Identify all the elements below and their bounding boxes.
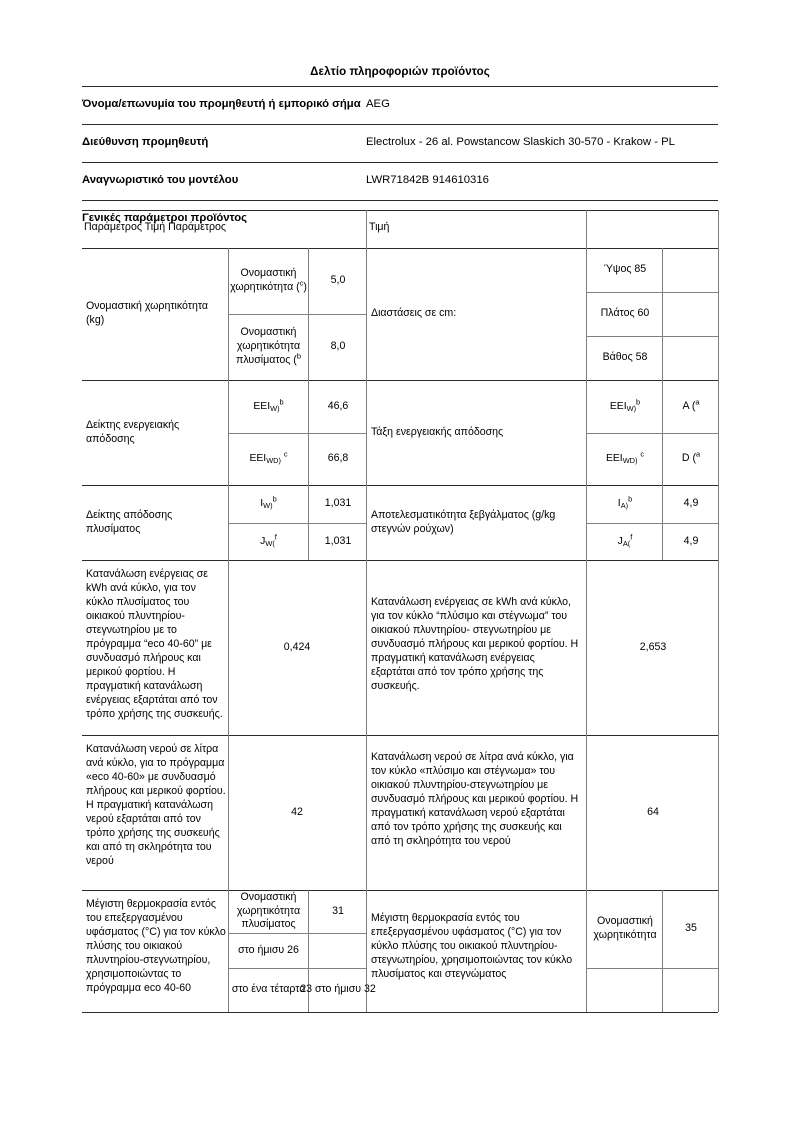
washing-index-w-value: 1,031 bbox=[324, 497, 352, 510]
rinsing-w-symbol-sup: b bbox=[628, 494, 633, 504]
water-consumption-label: Κατανάλωση νερού σε λίτρα ανά κύκλο, για το πρόγραμμα «eco 40-60» με συνδυασμό πλήρους και μερικού φορτίου. Η πραγματική κατανάλωση νερού εξαρτάται από τον τρόπο χρήσης της συσκευής και από τη σκληρότητα του νερού bbox=[86, 743, 226, 867]
info-row-brand bbox=[82, 86, 718, 124]
energy-class-washdry-symbol-sub: WD) bbox=[622, 456, 638, 466]
table-header-col1: Παράμετρος Τιμή Παράμετρος bbox=[84, 221, 227, 233]
energy-class-washing-value-text: A ( bbox=[682, 399, 696, 412]
washing-index-wd-symbol-sup: f bbox=[274, 532, 277, 542]
energy-class-washing-symbol-sub: W) bbox=[626, 403, 637, 413]
rinsing-efficiency-label: Αποτελεσματικότητα ξεβγάλματος (g/kg στεγνών ρούχων) bbox=[371, 508, 556, 535]
rinsing-wd-value: 4,9 bbox=[683, 534, 699, 547]
eei-washing-symbol bbox=[230, 380, 307, 433]
rinsing-wd-symbol bbox=[588, 523, 662, 560]
capacity-rated-sup: c bbox=[299, 278, 304, 288]
capacity-washing-sup: b bbox=[296, 351, 301, 361]
capacity-row-label bbox=[86, 248, 226, 380]
eei-washdry-symbol-base: EEI bbox=[249, 453, 267, 465]
energy-class-washdry-value bbox=[664, 433, 718, 485]
water-consumption-washdry-label: Κατανάλωση νερού σε λίτρα ανά κύκλο, για τον κύκλο «πλύσιμο και στέγνωμα» του οικιακού πλυντηρίου-στεγνωτηρίου με συνδυασμό πλήρους και μερικού φορτίου. Η πραγματική κατανάλωση νερού εξαρτάται από τον τρόπο χρήσης της συσκευής και από τη σκληρότητα του νερού bbox=[371, 751, 579, 847]
eei-washing-symbol-base: EEI bbox=[253, 400, 271, 412]
dimension-depth: Βάθος 58 bbox=[602, 351, 648, 364]
table-row-energy-consumption bbox=[82, 560, 718, 735]
washing-index-row-label: Δείκτης απόδοσης πλυσίματος bbox=[86, 508, 173, 535]
washing-index-w-symbol-sub: W) bbox=[263, 501, 273, 511]
table-row-washing-performance bbox=[82, 485, 718, 560]
table-header-col2: Τιμή bbox=[369, 221, 390, 233]
info-value-brand: AEG bbox=[366, 98, 390, 110]
table-header-row bbox=[82, 210, 718, 248]
energy-class-washdry-value-text: D ( bbox=[681, 452, 696, 465]
energy-class-washdry-symbol-sup: c bbox=[640, 449, 645, 459]
dimension-height: Ύψος 85 bbox=[603, 263, 647, 276]
energy-class-washing-value-sup: a bbox=[695, 396, 700, 406]
rinsing-wd-symbol-base: J bbox=[617, 535, 623, 547]
washing-index-w-symbol-base: I bbox=[260, 498, 264, 510]
product-parameters-table bbox=[82, 210, 718, 1012]
energy-consumption-washdry-label: Κατανάλωση ενέργειας σε kWh ανά κύκλο, για τον κύκλο “πλύσιμο και στέγνωμα” του οικιακού πλυντηρίου- στεγνωτηρίου με συνδυασμό πλήρους και μερικού φορτίου. Η πραγματική κατανάλωση ενέργειας εξαρτάται από τον τρόπο χρήσης της συσκευής. bbox=[371, 596, 579, 692]
max-temperature-quarter-load-overflow: ήμισυ 32 bbox=[334, 983, 376, 996]
washing-index-wd-symbol-sub: W( bbox=[265, 538, 275, 548]
washing-index-wd-symbol-base: J bbox=[260, 535, 266, 547]
energy-class-washdry-symbol bbox=[588, 433, 662, 485]
eei-washdry-symbol bbox=[230, 433, 307, 485]
table-row-energy-efficiency-index bbox=[82, 380, 718, 485]
water-consumption-washdry-value: 64 bbox=[647, 805, 659, 818]
eei-washing-symbol-sup: b bbox=[279, 397, 284, 407]
section-heading-general-parameters: Γενικές παράμετροι προϊόντος bbox=[82, 200, 718, 234]
rinsing-w-symbol-base: I bbox=[617, 498, 621, 510]
energy-class-label: Τάξη ενεργειακής απόδοσης bbox=[371, 425, 504, 438]
info-row-model bbox=[82, 162, 718, 200]
rinsing-wd-symbol-sub: A( bbox=[622, 538, 631, 548]
info-row-address bbox=[82, 124, 718, 162]
table-row-max-temperature bbox=[82, 890, 718, 1012]
page-title: Δελτίο πληροφοριών προϊόντος bbox=[310, 66, 490, 78]
max-temperature-full-load-label: Ονομαστική χωρητικότητα πλυσίματος bbox=[236, 890, 301, 931]
energy-class-washdry-value-sup: a bbox=[696, 449, 701, 459]
max-temperature-quarter-load-value-text: 23 στο bbox=[300, 983, 332, 996]
energy-class-washdry-symbol-base: EEI bbox=[605, 453, 623, 465]
info-value-model: LWR71842B 914610316 bbox=[366, 174, 489, 186]
dimension-width: Πλάτος 60 bbox=[600, 307, 650, 320]
max-temperature-washdry-sub-label: Ονομαστική χωρητικότητα bbox=[593, 915, 657, 941]
washing-index-w-symbol-sup: b bbox=[272, 494, 277, 504]
eei-washing-symbol-sub: W) bbox=[270, 403, 280, 413]
capacity-washing-value: 8,0 bbox=[330, 340, 346, 353]
max-temperature-washdry-label: Μέγιστη θερμοκρασία εντός του επεξεργασμένου υφάσματος (°C) για τον κύκλο πλύσης του οικιακού πλυντηρίου-στεγνωτηρίου, χρησιμοποιώντας τον κύκλο πλυσίματος και στεγνώματος bbox=[371, 912, 573, 980]
rinsing-w-symbol bbox=[588, 485, 662, 523]
rinsing-wd-symbol-sup: f bbox=[630, 532, 633, 542]
rinsing-w-value: 4,9 bbox=[683, 497, 699, 510]
capacity-washing-label-text: Ονομαστική χωρητικότητα πλυσίματος ( bbox=[236, 326, 301, 366]
table-row-water-consumption bbox=[82, 735, 718, 890]
dimensions-label: Διαστάσεις σε cm: bbox=[371, 307, 457, 320]
energy-class-washing-value bbox=[664, 380, 718, 433]
max-temperature-washdry-value: 35 bbox=[685, 922, 697, 935]
energy-consumption-washdry-value: 2,653 bbox=[639, 640, 667, 653]
eei-washdry-symbol-sup: c bbox=[283, 449, 288, 459]
info-label-brand: Όνομα/επωνυμία του προμηθευτή ή εμπορικό σήμα bbox=[82, 98, 361, 110]
capacity-row-label-text: Ονομαστική χωρητικότητα (kg) bbox=[86, 300, 209, 326]
capacity-rated-close: ) bbox=[303, 281, 307, 293]
capacity-rated-value: 5,0 bbox=[330, 274, 346, 287]
info-label-address: Διεύθυνση προμηθευτή bbox=[82, 136, 209, 148]
eei-washdry-symbol-sub: WD) bbox=[266, 456, 281, 466]
eei-row-label: Δείκτης ενεργειακής απόδοσης bbox=[86, 418, 180, 445]
energy-class-washing-symbol-sup: b bbox=[636, 397, 641, 407]
washing-index-wd-value: 1,031 bbox=[324, 534, 352, 547]
max-temperature-quarter-load-label: στο ένα τέταρτο bbox=[231, 983, 306, 996]
washing-index-wd-symbol bbox=[230, 523, 307, 560]
washing-index-w-symbol bbox=[230, 485, 307, 523]
energy-class-washing-symbol bbox=[588, 380, 662, 433]
max-temperature-full-load-value: 31 bbox=[332, 904, 344, 917]
water-consumption-value: 42 bbox=[291, 805, 303, 818]
info-label-model: Αναγνωριστικό του μοντέλου bbox=[82, 174, 239, 186]
rinsing-w-symbol-sub: A) bbox=[620, 501, 629, 511]
eei-washdry-value: 66,8 bbox=[327, 452, 349, 465]
energy-consumption-value: 0,424 bbox=[283, 640, 311, 653]
energy-class-washing-symbol-base: EEI bbox=[609, 400, 627, 412]
max-temperature-half-load-label: στο ήμισυ 26 bbox=[238, 943, 299, 956]
energy-consumption-label: Κατανάλωση ενέργειας σε kWh ανά κύκλο, για τον κύκλο πλυσίματος του οικιακού πλυντηρίου-στεγνωτηρίου με το πρόγραμμα “eco 40-60” με συνδυασμό πλήρους και μερικού φορτίου. Η πραγματική κατανάλωση ενέργειας εξαρτάται από τον τρόπο χρήσης της συσκευής. bbox=[86, 568, 223, 720]
table-row-capacity bbox=[82, 248, 718, 380]
capacity-rated-label bbox=[230, 248, 307, 314]
max-temperature-label: Μέγιστη θερμοκρασία εντός του επεξεργασμένου υφάσματος (°C) για τον κύκλο πλύσης του οικιακού πλυντηρίου-στεγνωτηρίου, χρησιμοποιώντας το πρόγραμμα eco 40-60 bbox=[86, 898, 226, 994]
eei-washing-value: 46,6 bbox=[327, 399, 349, 412]
capacity-rated-label-text: Ονομαστική χωρητικότητα ( bbox=[230, 267, 300, 293]
info-value-address: Electrolux - 26 al. Powstancow Slaskich 30-570 - Krakow - PL bbox=[366, 136, 675, 148]
max-temperature-quarter-load-value bbox=[300, 968, 376, 1012]
capacity-washing-label bbox=[230, 314, 307, 380]
